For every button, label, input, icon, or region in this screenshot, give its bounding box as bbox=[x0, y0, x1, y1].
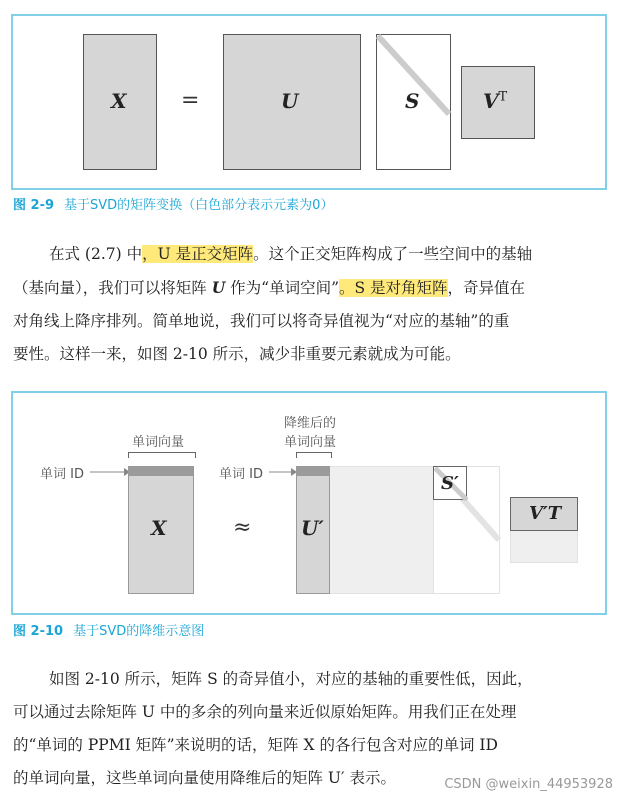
label-word-id-mid: 单词 ID bbox=[219, 467, 263, 482]
matrix-x-label: X bbox=[111, 89, 127, 113]
label-reduced-2: 单词向量 bbox=[284, 435, 337, 450]
figure-2-9-caption: 图 2-9 基于SVD的矩阵变换（白色部分表示元素为0） bbox=[13, 198, 334, 213]
paragraph-2: 如图 2-10 所示，矩阵 S 的奇异值小，对应的基轴的重要性低，因此， 可以通过去除矩阵 U 中的多余的列向量来近似原始矩阵。用我们正在处理 的“单词的 PPMI 矩阵”来说明的话，矩阵 X 的各行包含对应的单词 ID 的单词向量，这些单词向量使用降维后的矩阵 U′ 表示。 bbox=[13, 670, 533, 787]
arrow-word-id-mid bbox=[269, 466, 297, 478]
row-highlight-x bbox=[129, 467, 193, 476]
matrix-v-reduced-label: V′T bbox=[529, 503, 562, 524]
matrix-s-label: S bbox=[405, 89, 420, 113]
label-word-id-left: 单词 ID bbox=[40, 467, 84, 482]
arrow-word-id-left bbox=[90, 466, 130, 478]
approx-sign: ≈ bbox=[233, 515, 252, 540]
matrix-x-reduced-label: X bbox=[151, 516, 167, 540]
figure-2-10-caption: 图 2-10 基于SVD的降维示意图 bbox=[13, 624, 205, 639]
brace-word-vector bbox=[128, 452, 196, 458]
matrix-u-reduced-label: U′ bbox=[301, 516, 324, 540]
label-word-vector: 单词向量 bbox=[132, 435, 185, 450]
equals-sign: = bbox=[181, 88, 200, 113]
row-highlight-u bbox=[297, 467, 329, 476]
matrix-u-label: U bbox=[281, 89, 299, 113]
matrix-s-reduced-label: S′ bbox=[441, 473, 459, 494]
label-reduced-1: 降维后的 bbox=[284, 416, 337, 431]
watermark: CSDN @weixin_44953928 bbox=[444, 777, 613, 792]
paragraph-1: 在式 (2.7) 中，U 是正交矩阵。这个正交矩阵构成了一些空间中的基轴 （基向量），我们可以将矩阵 U 作为“单词空间”。S 是对角矩阵，奇异值在 对角线上降序排列。简单地说，我们可以将奇异值视为“对应的基轴”的重 要性。这样一来，如图 2-10 所示，减少非重要元素就成为可能。 bbox=[13, 245, 533, 363]
brace-reduced bbox=[296, 452, 332, 458]
matrix-vt-label: $V^T$ bbox=[483, 89, 508, 113]
